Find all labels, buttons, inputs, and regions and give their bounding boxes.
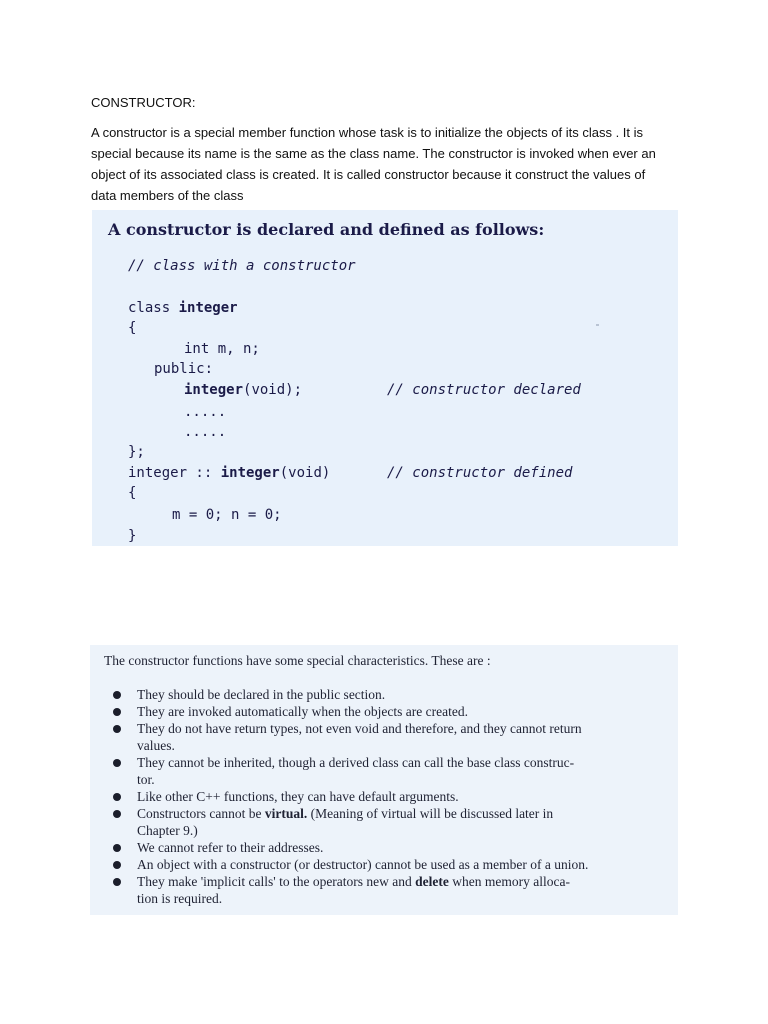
code-comment: // class with a constructor — [128, 258, 356, 274]
bullet-icon — [113, 861, 121, 869]
list-item — [110, 839, 675, 856]
characteristics-intro: The constructor functions have some special characteristics. These are : — [104, 653, 491, 668]
code-ctor-args: (void); — [243, 382, 303, 398]
code-brace: { — [128, 320, 137, 336]
characteristics-list — [110, 686, 675, 907]
code-comment-declared: // constructor declared — [387, 382, 581, 398]
list-item-line: They cannot be inherited, though a derived class can call the base class construc- — [137, 755, 575, 770]
code-dots: ..... — [184, 404, 227, 420]
page-heading: CONSTRUCTOR: — [91, 95, 196, 110]
list-item-line: tor. — [137, 772, 155, 787]
code-brace: { — [128, 485, 137, 501]
list-item-line: They make 'implicit calls' to the operators new and delete when memory alloca- — [137, 874, 570, 889]
bullet-icon — [113, 878, 121, 886]
list-item-line: tion is required. — [137, 891, 223, 906]
code-line-ctor-decl — [184, 382, 302, 398]
list-item-line: Like other C++ functions, they can have default arguments. — [137, 789, 459, 804]
bold-keyword: virtual. — [264, 806, 308, 821]
list-item-line: They do not have return types, not even void and therefore, and they cannot return — [137, 721, 582, 736]
list-item-line: They are invoked automatically when the objects are created. — [137, 704, 468, 719]
bullet-icon — [113, 759, 121, 767]
bullet-icon — [113, 691, 121, 699]
code-line-class — [128, 300, 238, 316]
scan-speck — [596, 324, 599, 326]
code-class-name: integer — [178, 300, 238, 316]
paragraph-line: object of its associated class is created. It is called constructor because it construct the values of — [91, 167, 646, 182]
characteristics-figure — [90, 645, 678, 915]
bullet-icon — [113, 793, 121, 801]
list-item — [110, 754, 675, 788]
list-item — [110, 720, 675, 754]
list-item — [110, 686, 675, 703]
bullet-icon — [113, 844, 121, 852]
list-item — [110, 856, 675, 873]
code-dots: ..... — [184, 424, 227, 440]
code-def-prefix: integer :: — [128, 465, 221, 481]
list-item-line: An object with a constructor (or destructor) cannot be used as a member of a union. — [137, 857, 589, 872]
code-brace: } — [128, 528, 137, 544]
bullet-icon — [113, 725, 121, 733]
list-item-line: Constructors cannot be virtual. (Meaning of virtual will be discussed later in — [137, 806, 554, 821]
paragraph-line: A constructor is a special member function whose task is to initialize the objects of its class . It is — [91, 125, 644, 140]
code-figure — [92, 210, 678, 546]
list-item-line: They should be declared in the public section. — [137, 687, 386, 702]
list-item-line: We cannot refer to their addresses. — [137, 840, 324, 855]
code-line-body: m = 0; n = 0; — [172, 507, 282, 523]
paragraph-line: special because its name is the same as the class name. The constructor is invoked when ever an — [91, 146, 656, 161]
list-item — [110, 805, 675, 839]
list-item — [110, 703, 675, 720]
code-figure-title: A constructor is declared and defined as follows: — [108, 220, 545, 239]
list-item — [110, 873, 675, 907]
bullet-icon — [113, 708, 121, 716]
list-item — [110, 788, 675, 805]
code-def-args: (void) — [279, 465, 331, 481]
list-item-line: Chapter 9.) — [137, 823, 198, 838]
bold-keyword: delete — [415, 874, 449, 889]
code-ctor-name: integer — [184, 382, 244, 398]
code-keyword: class — [128, 300, 171, 316]
bullet-icon — [113, 810, 121, 818]
paragraph-line: data members of the class — [91, 188, 244, 203]
list-item-line: values. — [137, 738, 175, 753]
code-brace-semi: }; — [128, 444, 145, 460]
code-line-members: int m, n; — [184, 341, 260, 357]
code-def-name: integer — [220, 465, 280, 481]
code-line-public: public: — [154, 361, 214, 377]
code-comment-defined: // constructor defined — [387, 465, 573, 481]
code-line-definition — [128, 465, 330, 481]
intro-paragraph — [91, 122, 691, 206]
